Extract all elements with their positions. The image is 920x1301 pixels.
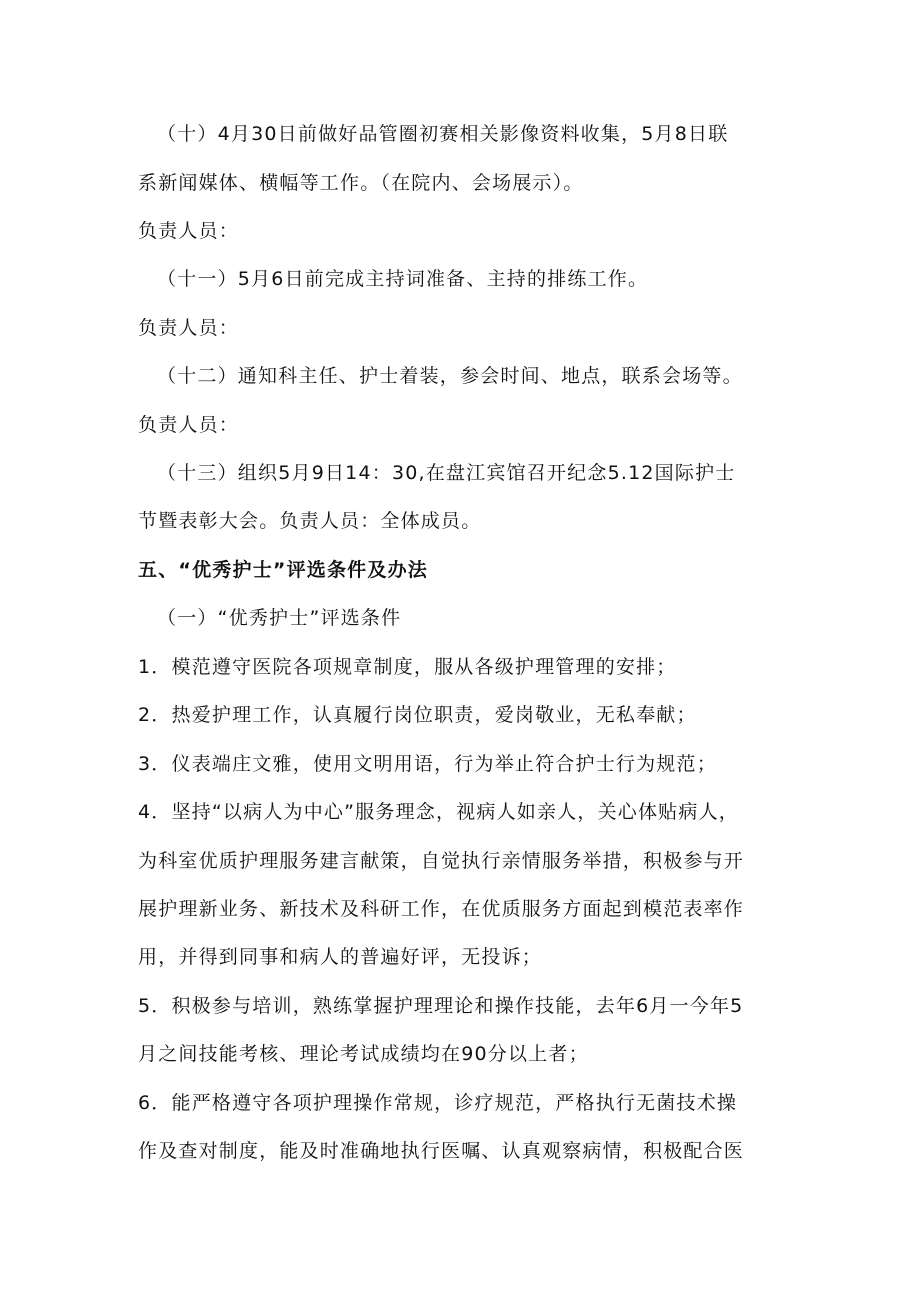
criteria-item-2: 2．热爱护理工作，认真履行岗位职责，爱岗敬业，无私奉献；	[138, 704, 697, 726]
paragraph-item-10-line-1: （十）4月30日前做好品管圈初赛相关影像资料收集，5月8日联	[157, 123, 729, 145]
criteria-item-4-line-1: 4．坚持“以病人为中心”服务理念，视病人如亲人，关心体贴病人，	[138, 801, 739, 823]
criteria-item-4-line-2: 为科室优质护理服务建言献策，自觉执行亲情服务举措，积极参与开	[138, 850, 745, 872]
criteria-item-6-line-2: 作及查对制度，能及时准确地执行医嘱、认真观察病情，积极配合医	[138, 1140, 745, 1162]
responsible-person-label: 负责人员：	[138, 220, 240, 242]
paragraph-item-13-line-1: （十三）组织5月9日14：30,在盘江宾馆召开纪念5.12国际护士	[157, 462, 736, 484]
subsection-heading-1: （一）“优秀护士”评选条件	[157, 607, 402, 629]
section-heading-5: 五、“优秀护士”评选条件及办法	[138, 559, 428, 581]
criteria-item-6-line-1: 6．能严格遵守各项护理操作常规，诊疗规范，严格执行无菌技术操	[138, 1092, 738, 1114]
criteria-item-3: 3．仪表端庄文雅，使用文明用语，行为举止符合护士行为规范；	[138, 753, 717, 775]
criteria-item-4-line-4: 用，并得到同事和病人的普遍好评，无投诉；	[138, 946, 543, 968]
paragraph-item-12: （十二）通知科主任、护士着装，参会时间、地点，联系会场等。	[157, 365, 743, 387]
criteria-item-5-line-1: 5．积极参与培训，熟练掌握护理理论和操作技能，去年6月一今年5	[138, 995, 744, 1017]
responsible-person-label: 负责人员：	[138, 414, 240, 436]
paragraph-item-13-line-2: 节暨表彰大会。负责人员：全体成员。	[138, 510, 482, 532]
criteria-item-5-line-2: 月之间技能考核、理论考试成绩均在90分以上者；	[138, 1043, 589, 1065]
paragraph-item-10-line-2: 系新闻媒体、横幅等工作。（在院内、会场展示）。	[138, 172, 584, 194]
criteria-item-4-line-3: 展护理新业务、新技术及科研工作，在优质服务方面起到模范表率作	[138, 898, 745, 920]
responsible-person-label: 负责人员：	[138, 317, 240, 339]
criteria-item-1: 1．模范遵守医院各项规章制度，服从各级护理管理的安排；	[138, 656, 677, 678]
paragraph-item-11: （十一）5月6日前完成主持词准备、主持的排练工作。	[157, 268, 649, 290]
